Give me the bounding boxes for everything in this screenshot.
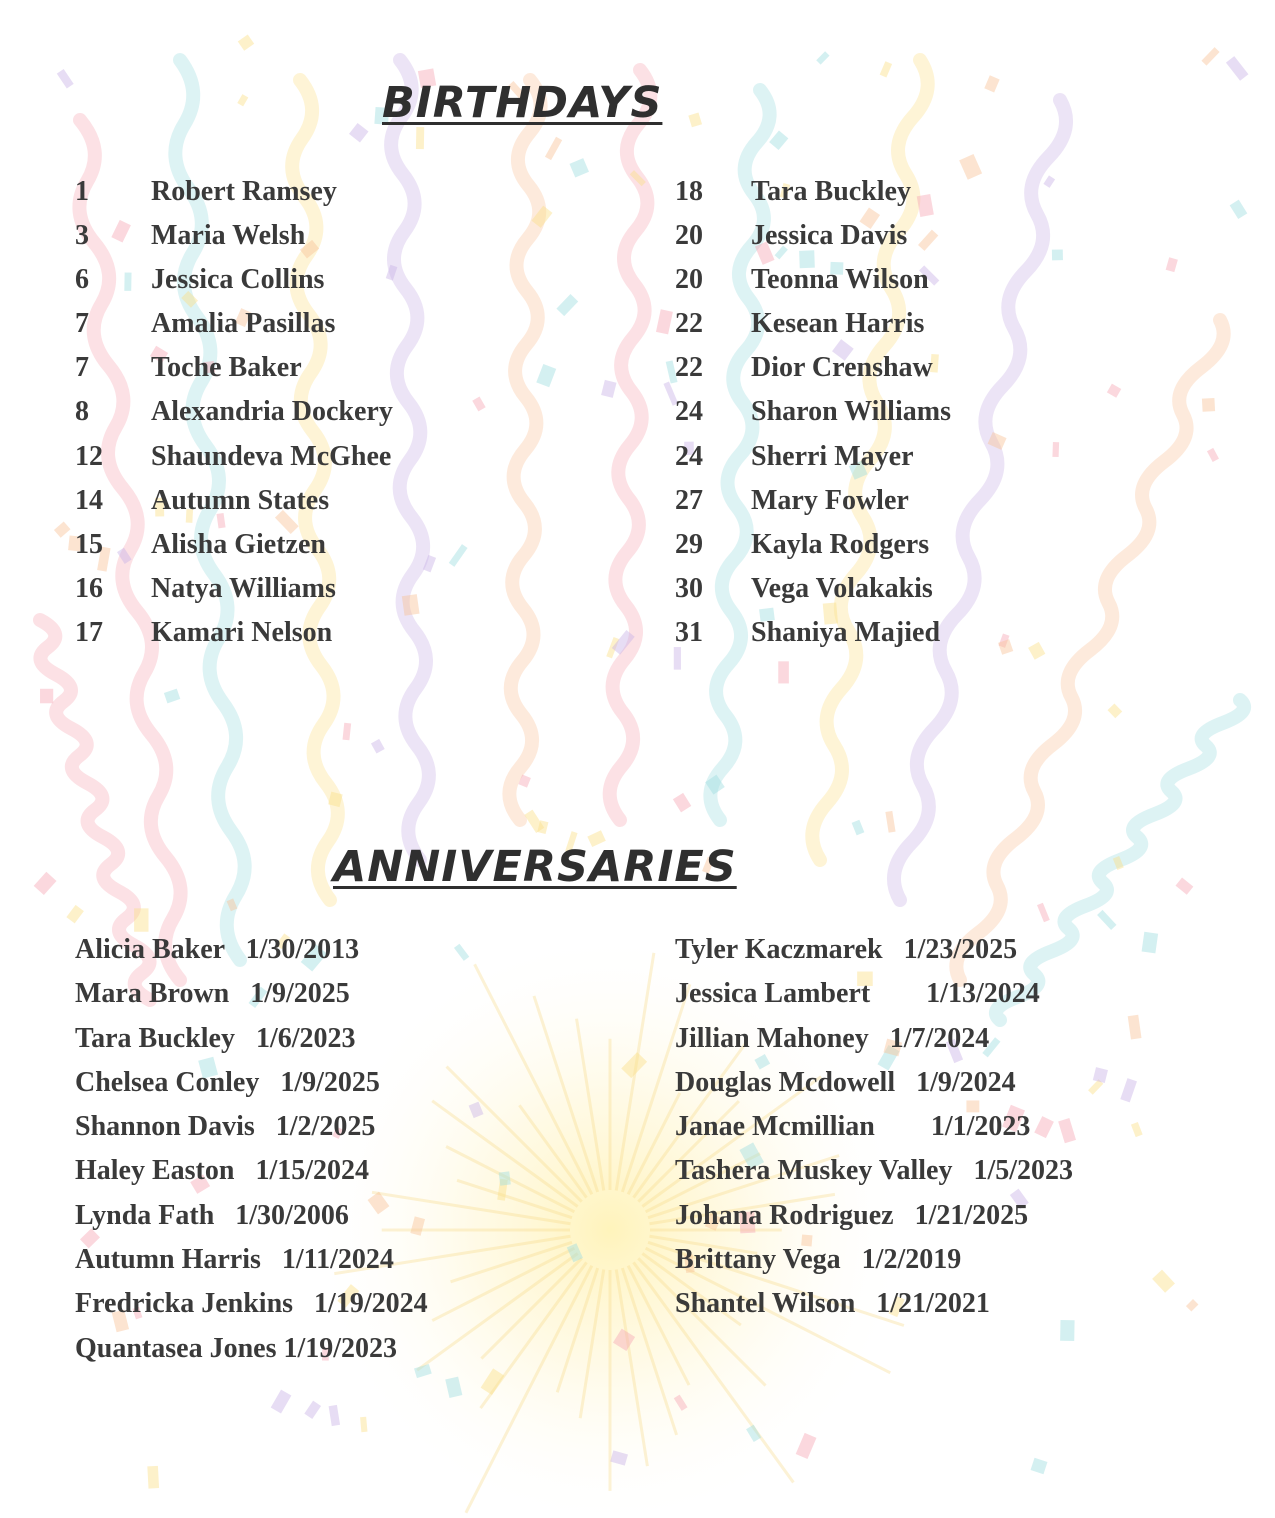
birthday-day: 6 (75, 264, 89, 296)
confetti-piece (1093, 1067, 1108, 1083)
birthday-name: Alisha Gietzen (151, 528, 326, 560)
birthday-name: Shaniya Majied (751, 616, 941, 648)
confetti-piece (1152, 1270, 1175, 1293)
birthday-day: 1 (75, 176, 89, 207)
birthday-row (675, 571, 951, 615)
birthday-row (75, 571, 393, 615)
confetti-piece (769, 130, 788, 150)
birthdays-heading: BIRTHDAYS (382, 78, 663, 128)
birthday-day: 31 (675, 616, 703, 648)
anniversary-entry: Jillian Mahoney 1/7/2024 (675, 1022, 990, 1054)
confetti-piece (40, 689, 53, 704)
birthday-name: Kamari Nelson (151, 616, 333, 648)
birthday-day: 7 (75, 308, 89, 340)
birthday-row (75, 394, 393, 438)
confetti-piece (1166, 257, 1178, 272)
birthday-name: Robert Ramsey (151, 176, 337, 207)
confetti-piece (1028, 642, 1045, 660)
anniversary-entry: Brittany Vega 1/2/2019 (675, 1244, 962, 1276)
birthday-name: Tara Buckley (751, 176, 911, 207)
confetti-piece (1207, 448, 1219, 462)
confetti-piece (402, 594, 420, 616)
confetti-piece (66, 905, 84, 923)
confetti-piece (1052, 442, 1059, 457)
confetti-piece (1202, 398, 1215, 412)
anniversary-entry: Tara Buckley 1/6/2023 (75, 1022, 356, 1054)
anniversary-entry: Lynda Fath 1/30/2006 (75, 1199, 349, 1231)
birthday-name: Dior Crenshaw (751, 352, 933, 384)
birthday-name: Kesean Harris (751, 308, 925, 340)
anniversary-entry: Johana Rodriguez 1/21/2025 (675, 1199, 1029, 1231)
confetti-piece (54, 521, 71, 537)
birthday-name: Shaundeva McGhee (151, 440, 392, 472)
confetti-piece (536, 364, 556, 387)
confetti-piece (34, 872, 57, 895)
birthday-day: 24 (675, 440, 703, 472)
confetti-piece (164, 689, 180, 704)
confetti-piece (778, 661, 789, 683)
confetti-piece (569, 158, 588, 177)
birthday-name: Amalia Pasillas (151, 308, 336, 340)
birthdays-right-column (675, 174, 951, 659)
confetti-piece (688, 113, 702, 128)
birthday-day: 27 (675, 484, 703, 516)
birthday-name: Jessica Collins (151, 264, 325, 296)
confetti-piece (1131, 1122, 1143, 1137)
confetti-piece (134, 908, 148, 931)
birthday-name: Teonna Wilson (751, 264, 929, 296)
anniversary-entry: Haley Easton 1/15/2024 (75, 1155, 370, 1187)
birthday-name: Vega Volakakis (751, 572, 933, 604)
confetti-piece (304, 1401, 321, 1419)
birthday-name: Maria Welsh (151, 220, 306, 252)
birthday-row (75, 174, 393, 218)
confetti-piece (885, 811, 895, 833)
birthday-day: 29 (675, 528, 703, 560)
confetti-piece (1052, 249, 1063, 260)
birthday-row (75, 306, 393, 350)
confetti-piece (329, 1405, 340, 1426)
birthday-row (675, 615, 951, 659)
birthday-row (675, 483, 951, 527)
birthday-row (75, 350, 393, 394)
birthday-day: 18 (675, 176, 703, 207)
birthday-row (675, 439, 951, 483)
anniversary-entry: Fredricka Jenkins 1/19/2024 (75, 1288, 428, 1320)
confetti-piece (343, 723, 352, 741)
birthday-name: Sharon Williams (751, 396, 951, 428)
confetti-piece (556, 294, 578, 316)
confetti-piece (360, 1417, 367, 1432)
birthday-name: Autumn States (151, 484, 330, 516)
confetti-piece (271, 1390, 292, 1414)
confetti-piece (852, 820, 865, 836)
confetti-piece (1031, 1458, 1048, 1474)
confetti-piece (1107, 384, 1121, 398)
anniversary-entry: Autumn Harris 1/11/2024 (75, 1244, 394, 1276)
anniversary-entry: Quantasea Jones 1/19/2023 (75, 1332, 398, 1364)
confetti-piece (1230, 200, 1248, 219)
confetti-piece (1043, 175, 1055, 188)
confetti-piece (1128, 1015, 1142, 1040)
confetti-piece (880, 61, 892, 77)
confetti-piece (371, 739, 385, 754)
streamer (391, 60, 429, 860)
birthday-row (675, 174, 951, 218)
birthday-row (75, 439, 393, 483)
confetti-piece (454, 944, 469, 961)
confetti-piece (416, 127, 424, 149)
birthday-row (75, 615, 393, 659)
birthday-day: 8 (75, 396, 89, 428)
birthday-name: Sherri Mayer (751, 440, 914, 472)
birthday-name: Kayla Rodgers (751, 528, 930, 560)
birthday-day: 15 (75, 528, 103, 560)
birthday-name: Natya Williams (151, 572, 336, 604)
confetti-piece (601, 380, 616, 398)
birthday-day: 7 (75, 352, 89, 384)
confetti-piece (1037, 903, 1050, 923)
anniversary-entry: Alicia Baker 1/30/2013 (75, 934, 360, 965)
confetti-piece (959, 154, 982, 180)
confetti-piece (1201, 47, 1219, 65)
birthday-day: 20 (675, 264, 703, 296)
birthday-row (75, 527, 393, 571)
confetti-piece (1108, 704, 1123, 719)
birthday-row (675, 394, 951, 438)
anniversary-entry: Jessica Lambert 1/13/2024 (675, 978, 1040, 1010)
confetti-piece (545, 137, 562, 160)
birthday-day: 12 (75, 440, 103, 472)
birthday-day: 14 (75, 484, 103, 516)
birthday-day: 22 (675, 352, 703, 384)
confetti-piece (57, 69, 74, 88)
anniversary-entry: Douglas Mcdowell 1/9/2024 (675, 1066, 1016, 1098)
birthday-row (675, 306, 951, 350)
birthday-day: 22 (675, 308, 703, 340)
anniversary-entry: Tyler Kaczmarek 1/23/2025 (675, 934, 1018, 965)
confetti-piece (1142, 932, 1159, 954)
birthday-row (75, 262, 393, 306)
confetti-piece (238, 35, 254, 51)
birthday-day: 17 (75, 616, 103, 648)
anniversary-entry: Tashera Muskey Valley 1/5/2023 (675, 1155, 1074, 1187)
birthday-day: 20 (675, 220, 703, 252)
birthday-name: Toche Baker (151, 352, 302, 384)
confetti-piece (147, 1466, 159, 1489)
anniversaries-left-column (75, 932, 428, 1375)
birthday-row (675, 527, 951, 571)
birthday-row (75, 218, 393, 262)
birthday-row (675, 218, 951, 262)
anniversaries-right-column (675, 932, 1073, 1331)
anniversary-entry: Janae Mcmillian 1/1/2023 (675, 1111, 1031, 1143)
confetti-piece (1097, 910, 1116, 930)
birthday-row (675, 350, 951, 394)
birthday-day: 3 (75, 220, 89, 252)
confetti-piece (472, 397, 485, 412)
streamer (509, 80, 540, 820)
birthday-row (675, 262, 951, 306)
confetti-piece (237, 94, 248, 106)
confetti-piece (1120, 1078, 1137, 1102)
confetti-piece (449, 544, 468, 567)
confetti-piece (656, 309, 673, 334)
birthday-name: Jessica Davis (751, 220, 908, 252)
anniversary-entry: Mara Brown 1/9/2025 (75, 978, 350, 1010)
birthday-day: 24 (675, 396, 703, 428)
anniversary-entry: Shannon Davis 1/2/2025 (75, 1111, 376, 1143)
anniversary-entry: Shantel Wilson 1/21/2021 (675, 1288, 990, 1320)
confetti-piece (1176, 878, 1194, 895)
birthday-day: 30 (675, 572, 703, 604)
birthday-name: Alexandria Dockery (151, 396, 393, 428)
birthdays-left-column (75, 174, 393, 659)
anniversary-entry: Chelsea Conley 1/9/2025 (75, 1066, 380, 1098)
confetti-piece (349, 123, 369, 143)
confetti-piece (984, 75, 999, 92)
birthday-row (75, 483, 393, 527)
anniversaries-heading: ANNIVERSARIES (333, 842, 737, 892)
confetti-piece (673, 793, 691, 812)
birthday-name: Mary Fowler (751, 484, 909, 516)
confetti-piece (816, 51, 829, 64)
birthday-day: 16 (75, 572, 103, 604)
confetti-piece (1226, 56, 1249, 81)
confetti-piece (1186, 1299, 1199, 1312)
confetti-piece (499, 1171, 511, 1185)
